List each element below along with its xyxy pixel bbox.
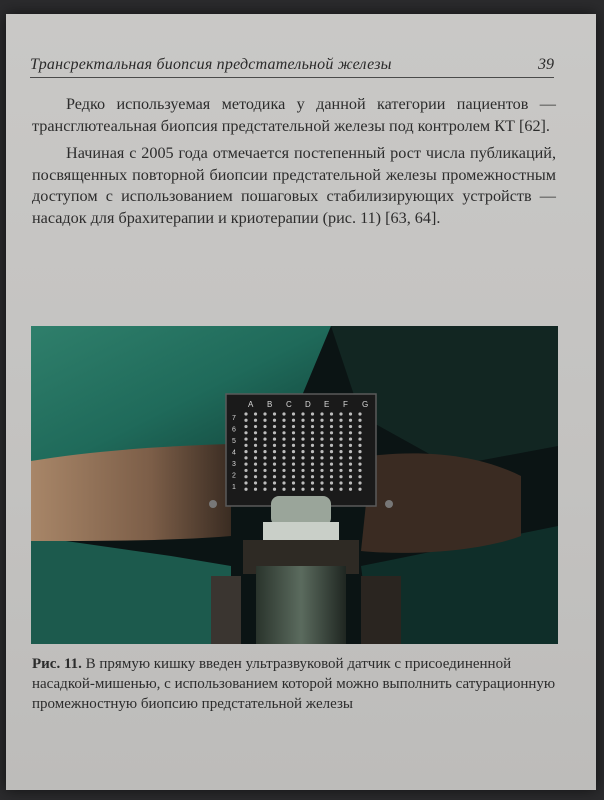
figure-caption — [32, 654, 556, 714]
grid-hole — [263, 425, 266, 428]
grid-hole — [320, 431, 323, 434]
grid-hole — [292, 475, 295, 478]
grid-hole — [301, 412, 304, 415]
grid-hole — [254, 444, 257, 447]
grid-hole — [273, 481, 276, 484]
probe-tip — [271, 496, 331, 526]
grid-hole — [320, 456, 323, 459]
grid-hole — [358, 431, 361, 434]
grid-hole — [244, 469, 247, 472]
grid-hole — [282, 437, 285, 440]
grid-number-label: 7 — [232, 415, 236, 422]
grid-hole — [263, 419, 266, 422]
grid-hole — [301, 463, 304, 466]
grid-hole — [311, 469, 314, 472]
grid-hole — [273, 425, 276, 428]
grid-hole — [301, 419, 304, 422]
grid-hole — [339, 419, 342, 422]
grid-hole — [282, 431, 285, 434]
grid-hole — [358, 463, 361, 466]
body-text — [32, 94, 556, 235]
grid-hole — [263, 431, 266, 434]
grid-hole — [282, 475, 285, 478]
grid-hole — [282, 444, 285, 447]
grid-hole — [311, 412, 314, 415]
grid-hole — [292, 469, 295, 472]
grid-hole — [330, 450, 333, 453]
grid-hole — [311, 450, 314, 453]
grid-hole — [358, 481, 361, 484]
grid-hole — [273, 437, 276, 440]
grid-hole — [292, 481, 295, 484]
grid-hole — [349, 463, 352, 466]
grid-hole — [358, 412, 361, 415]
grid-hole — [339, 463, 342, 466]
grid-number-label: 1 — [232, 484, 236, 491]
caption-text: В прямую кишку введен ультразвуковой датчик с присоединенной насадкой-мишенью, с использованием которой можно выполнить сатурационную промежностную биопсию предстательной железы — [32, 656, 556, 712]
probe-collar — [263, 522, 339, 542]
grid-hole — [244, 431, 247, 434]
photo-illustration — [31, 326, 558, 644]
grid-hole — [273, 412, 276, 415]
grid-hole — [320, 437, 323, 440]
grid-hole — [301, 475, 304, 478]
grid-hole — [320, 419, 323, 422]
grid-hole — [339, 412, 342, 415]
grid-hole — [330, 425, 333, 428]
grid-hole — [292, 425, 295, 428]
grid-number-label: 6 — [232, 426, 236, 434]
grid-letter-label: G — [362, 400, 369, 409]
grid-hole — [273, 450, 276, 453]
grid-hole — [311, 419, 314, 422]
grid-hole — [254, 469, 257, 472]
grid-hole — [263, 481, 266, 484]
grid-letter-label: F — [343, 400, 348, 409]
grid-hole — [339, 475, 342, 478]
grid-hole — [292, 412, 295, 415]
grid-hole — [244, 425, 247, 428]
grid-hole — [358, 425, 361, 428]
grid-hole — [282, 425, 285, 428]
grid-letter-label: C — [286, 400, 292, 409]
grid-hole — [292, 488, 295, 491]
grid-hole — [320, 450, 323, 453]
grid-hole — [358, 488, 361, 491]
grid-hole — [339, 437, 342, 440]
grid-hole — [254, 431, 257, 434]
running-header — [30, 46, 554, 78]
grid-hole — [330, 488, 333, 491]
grid-hole — [244, 475, 247, 478]
grid-hole — [311, 463, 314, 466]
skin-left — [31, 444, 231, 541]
grid-hole — [282, 456, 285, 459]
grid-hole — [292, 437, 295, 440]
grid-hole — [339, 469, 342, 472]
grid-hole — [358, 450, 361, 453]
grid-hole — [349, 481, 352, 484]
grid-hole — [339, 444, 342, 447]
grid-hole — [244, 463, 247, 466]
grid-hole — [311, 431, 314, 434]
grid-hole — [320, 444, 323, 447]
grid-hole — [330, 475, 333, 478]
grid-hole — [273, 444, 276, 447]
grid-hole — [282, 412, 285, 415]
grid-hole — [282, 450, 285, 453]
grid-hole — [349, 431, 352, 434]
grid-hole — [301, 450, 304, 453]
grid-hole — [339, 450, 342, 453]
grid-hole — [263, 463, 266, 466]
grid-hole — [254, 475, 257, 478]
grid-hole — [254, 450, 257, 453]
grid-hole — [349, 488, 352, 491]
grid-hole — [349, 456, 352, 459]
grid-hole — [292, 456, 295, 459]
grid-hole — [301, 456, 304, 459]
grid-hole — [273, 469, 276, 472]
grid-hole — [330, 437, 333, 440]
grid-hole — [349, 437, 352, 440]
grid-hole — [349, 444, 352, 447]
grid-template — [226, 394, 376, 506]
grid-hole — [349, 475, 352, 478]
grid-hole — [311, 444, 314, 447]
grid-hole — [292, 419, 295, 422]
grid-number-label: 4 — [232, 449, 236, 457]
grid-hole — [339, 488, 342, 491]
grid-hole — [320, 463, 323, 466]
grid-hole — [358, 419, 361, 422]
grid-hole — [301, 431, 304, 434]
grid-hole — [339, 456, 342, 459]
page-number: 39 — [538, 56, 554, 73]
screw-icon — [385, 500, 393, 508]
grid-hole — [254, 412, 257, 415]
figure-photo — [31, 326, 558, 644]
grid-hole — [263, 437, 266, 440]
grid-hole — [301, 444, 304, 447]
grid-letter-label: D — [305, 400, 311, 409]
grid-hole — [273, 488, 276, 491]
grid-hole — [263, 469, 266, 472]
screw-icon — [209, 500, 217, 508]
grid-hole — [282, 469, 285, 472]
skin-right — [361, 453, 521, 552]
grid-letter-label: E — [324, 400, 330, 409]
grid-hole — [273, 431, 276, 434]
grid-hole — [349, 425, 352, 428]
grid-hole — [301, 481, 304, 484]
grid-hole — [330, 456, 333, 459]
grid-hole — [349, 469, 352, 472]
grid-hole — [311, 437, 314, 440]
grid-hole — [311, 475, 314, 478]
stepper-arm-right — [361, 576, 401, 644]
paragraph: Редко используемая методика у данной категории пациентов — трансглютеальная биопсия предстательной железы под контролем КТ [62]. — [32, 95, 556, 135]
grid-hole — [282, 463, 285, 466]
grid-hole — [244, 412, 247, 415]
grid-hole — [292, 431, 295, 434]
grid-hole — [320, 481, 323, 484]
grid-hole — [254, 419, 257, 422]
grid-hole — [254, 463, 257, 466]
grid-hole — [311, 488, 314, 491]
grid-hole — [339, 425, 342, 428]
grid-hole — [358, 456, 361, 459]
grid-hole — [282, 419, 285, 422]
grid-hole — [254, 437, 257, 440]
grid-hole — [292, 463, 295, 466]
grid-hole — [330, 481, 333, 484]
grid-hole — [292, 450, 295, 453]
grid-hole — [330, 469, 333, 472]
grid-hole — [311, 481, 314, 484]
grid-hole — [263, 444, 266, 447]
grid-hole — [320, 475, 323, 478]
stepper-arm-left — [211, 576, 241, 644]
grid-hole — [244, 456, 247, 459]
grid-hole — [358, 437, 361, 440]
grid-hole — [320, 488, 323, 491]
grid-hole — [349, 419, 352, 422]
grid-hole — [311, 425, 314, 428]
grid-hole — [301, 437, 304, 440]
grid-hole — [263, 456, 266, 459]
grid-hole — [244, 450, 247, 453]
grid-hole — [263, 450, 266, 453]
grid-hole — [301, 488, 304, 491]
grid-number-label: 2 — [232, 472, 236, 480]
grid-hole — [282, 481, 285, 484]
grid-hole — [244, 437, 247, 440]
grid-hole — [263, 475, 266, 478]
grid-hole — [301, 425, 304, 428]
grid-hole — [358, 469, 361, 472]
grid-hole — [254, 425, 257, 428]
grid-hole — [273, 475, 276, 478]
grid-hole — [254, 456, 257, 459]
grid-hole — [330, 444, 333, 447]
grid-hole — [273, 456, 276, 459]
grid-hole — [311, 456, 314, 459]
grid-hole — [244, 481, 247, 484]
grid-hole — [330, 431, 333, 434]
grid-letter-label: A — [248, 400, 254, 409]
grid-hole — [320, 425, 323, 428]
grid-hole — [292, 444, 295, 447]
grid-hole — [244, 419, 247, 422]
grid-hole — [244, 488, 247, 491]
grid-letter-label: B — [267, 400, 273, 409]
ultrasound-probe — [256, 566, 346, 644]
grid-hole — [244, 444, 247, 447]
grid-hole — [282, 488, 285, 491]
grid-hole — [263, 488, 266, 491]
caption-label: Рис. 11. — [32, 656, 82, 672]
grid-hole — [358, 444, 361, 447]
grid-hole — [330, 463, 333, 466]
grid-number-label: 3 — [232, 461, 236, 468]
grid-hole — [349, 412, 352, 415]
grid-hole — [254, 488, 257, 491]
grid-hole — [320, 412, 323, 415]
book-page — [6, 14, 596, 790]
grid-number-label: 5 — [232, 438, 236, 445]
grid-hole — [358, 475, 361, 478]
grid-hole — [330, 412, 333, 415]
grid-hole — [339, 431, 342, 434]
grid-hole — [320, 469, 323, 472]
grid-hole — [339, 481, 342, 484]
grid-hole — [263, 412, 266, 415]
grid-hole — [254, 481, 257, 484]
grid-hole — [301, 469, 304, 472]
grid-hole — [330, 419, 333, 422]
grid-hole — [349, 450, 352, 453]
grid-hole — [273, 463, 276, 466]
grid-hole — [273, 419, 276, 422]
running-title: Трансректальная биопсия предстательной железы — [30, 56, 392, 73]
paragraph: Начиная с 2005 года отмечается постепенный рост числа публикаций, посвященных повторной биопсии предстательной железы промежностным доступом с использованием пошаговых стабилизирующих устройств — насадок для брахитерапии и криотерапии (рис. 11) [63, 64]. — [32, 144, 556, 227]
